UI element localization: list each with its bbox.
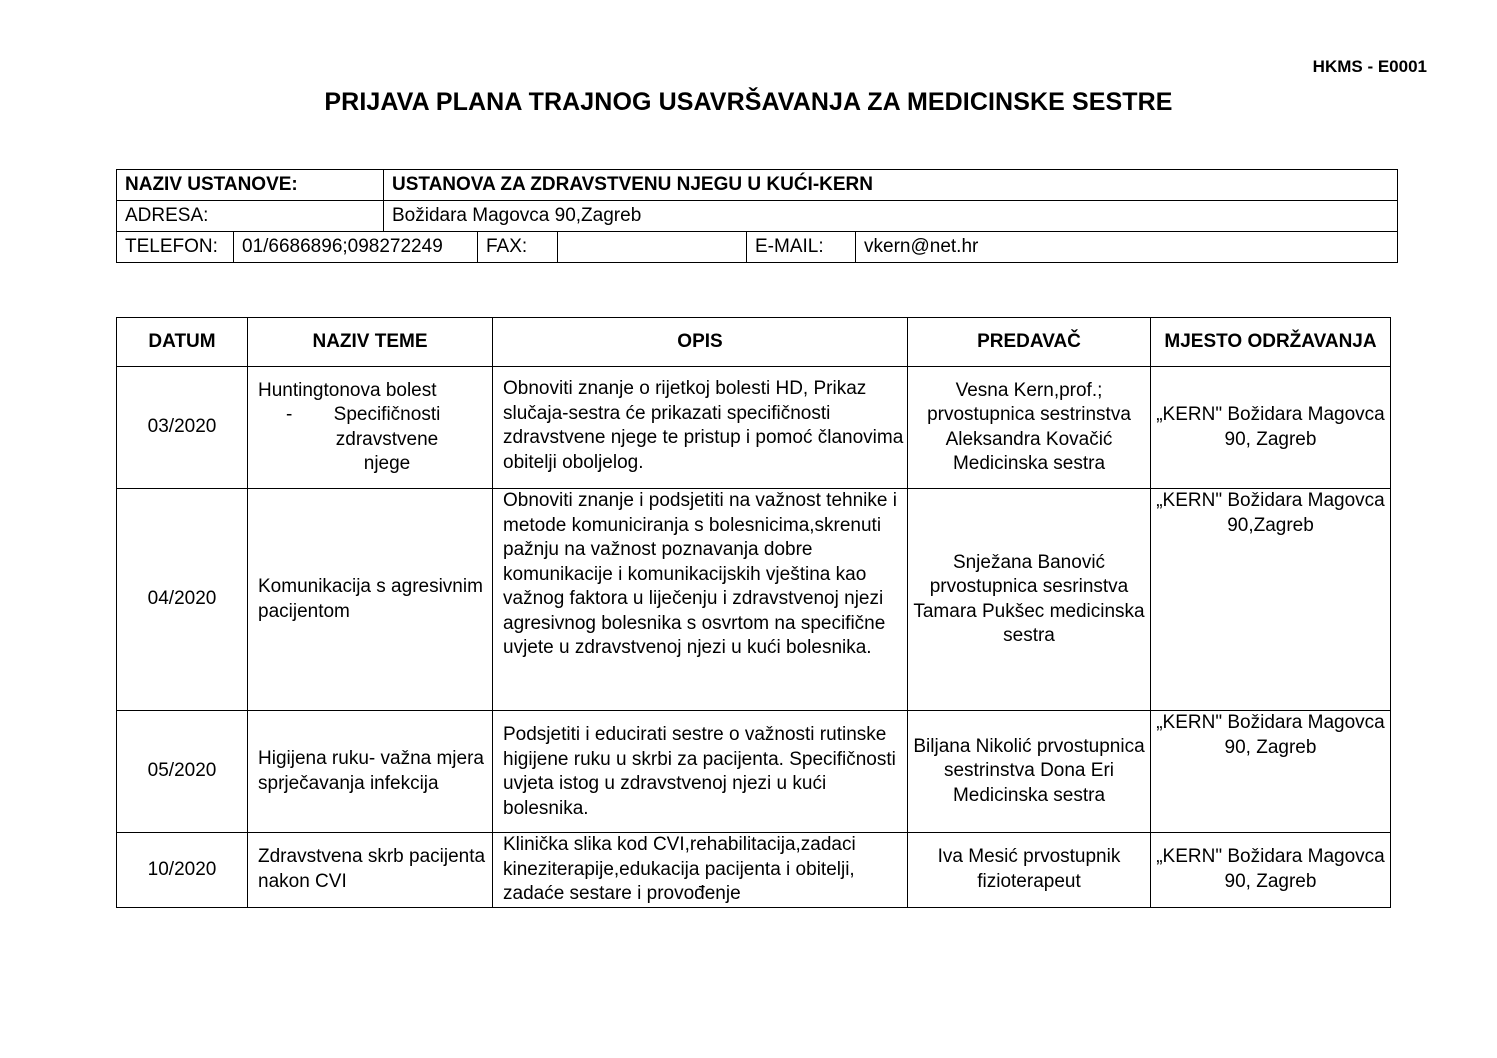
table-row [117, 489, 1391, 711]
row-location: „KERN" Božidara Magovca 90, Zagreb [1151, 711, 1391, 833]
row-date: 04/2020 [117, 489, 248, 711]
address-value: Božidara Magovca 90,Zagreb [384, 201, 1398, 232]
theme-subitem [258, 403, 492, 477]
row-lecturer: Vesna Kern,prof.; prvostupnica sestrinstva Aleksandra Kovačić Medicinska sestra [908, 367, 1151, 489]
row-lecturer: Snježana Banović prvostupnica sesrinstva Tamara Pukšec medicinska sestra [908, 489, 1151, 711]
row-description: Podsjetiti i educirati sestre o važnosti rutinske higijene ruku u skrbi za pacijenta. Specifičnosti uvjeta istog u zdravstvenoj njezi u kući bolesnika. [493, 711, 908, 833]
header-description: OPIS [493, 318, 908, 367]
theme-subitem-text: Specifičnosti zdravstvene njege [333, 404, 441, 474]
contact-row [117, 232, 1397, 262]
header-lecturer: PREDAVAČ [908, 318, 1151, 367]
row-date: 05/2020 [117, 711, 248, 833]
header-location: MJESTO ODRŽAVANJA [1151, 318, 1391, 367]
row-lecturer: Biljana Nikolić prvostupnica sestrinstva Dona Eri Medicinska sestra [908, 711, 1151, 833]
theme-subitem-dash: - [286, 404, 293, 425]
row-description: Obnoviti znanje o rijetkoj bolesti HD, Prikaz slučaja-sestra će prikazati specifičnosti zdravstvene njege te pristup i pomoć članovima obitelji oboljelog. [493, 367, 908, 489]
phone-label: TELEFON: [117, 232, 234, 262]
row-theme: Higijena ruku- važna mjera sprječavanja infekcija [248, 711, 493, 833]
plan-header-row [117, 318, 1391, 367]
email-value: vkern@net.hr [856, 232, 1398, 262]
table-row [117, 367, 1391, 489]
form-code: HKMS - E0001 [1312, 57, 1427, 76]
institution-name-label: NAZIV USTANOVE: [117, 170, 384, 201]
header-date: DATUM [117, 318, 248, 367]
row-date: 10/2020 [117, 833, 248, 908]
row-theme: Komunikacija s agresivnim pacijentom [248, 489, 493, 711]
row-lecturer: Iva Mesić prvostupnik fizioterapeut [908, 833, 1151, 908]
theme-title: Huntingtonova bolest [258, 379, 437, 401]
row-location: „KERN" Božidara Magovca 90,Zagreb [1151, 489, 1391, 711]
row-location: „KERN" Božidara Magovca 90, Zagreb [1151, 833, 1391, 908]
row-theme [248, 367, 493, 489]
address-label: ADRESA: [117, 201, 384, 232]
document-title: PRIJAVA PLANA TRAJNOG USAVRŠAVANJA ZA MEDICINSKE SESTRE [324, 88, 1173, 116]
email-label: E-MAIL: [747, 232, 856, 262]
fax-value [558, 232, 747, 262]
table-row [117, 833, 1391, 908]
plan-table [116, 317, 1391, 908]
institution-name-value: USTANOVA ZA ZDRAVSTVENU NJEGU U KUĆI-KERN [384, 170, 1398, 201]
row-location: „KERN" Božidara Magovca 90, Zagreb [1151, 367, 1391, 489]
phone-value: 01/6686896;098272249 [234, 232, 478, 262]
row-date: 03/2020 [117, 367, 248, 489]
table-row [117, 711, 1391, 833]
institution-table [116, 169, 1398, 263]
row-description: Obnoviti znanje i podsjetiti na važnost tehnike i metode komuniciranja s bolesnicima,skrenuti pažnju na važnost poznavanja dobre komunikacije i komunikacijskih vještina kao važnog faktora u liječenju i zdravstvenoj njezi agresivnog bolesnika s osvrtom na specifične uvjete u zdravstvenoj njezi u kući bolesnika. [493, 489, 908, 711]
row-theme: Zdravstvena skrb pacijenta nakon CVI [248, 833, 493, 908]
row-description: Klinička slika kod CVI,rehabilitacija,zadaci kineziterapije,edukacija pacijenta i obitelji, zadaće sestare i provođenje [493, 833, 908, 908]
fax-label: FAX: [478, 232, 558, 262]
header-theme: NAZIV TEME [248, 318, 493, 367]
